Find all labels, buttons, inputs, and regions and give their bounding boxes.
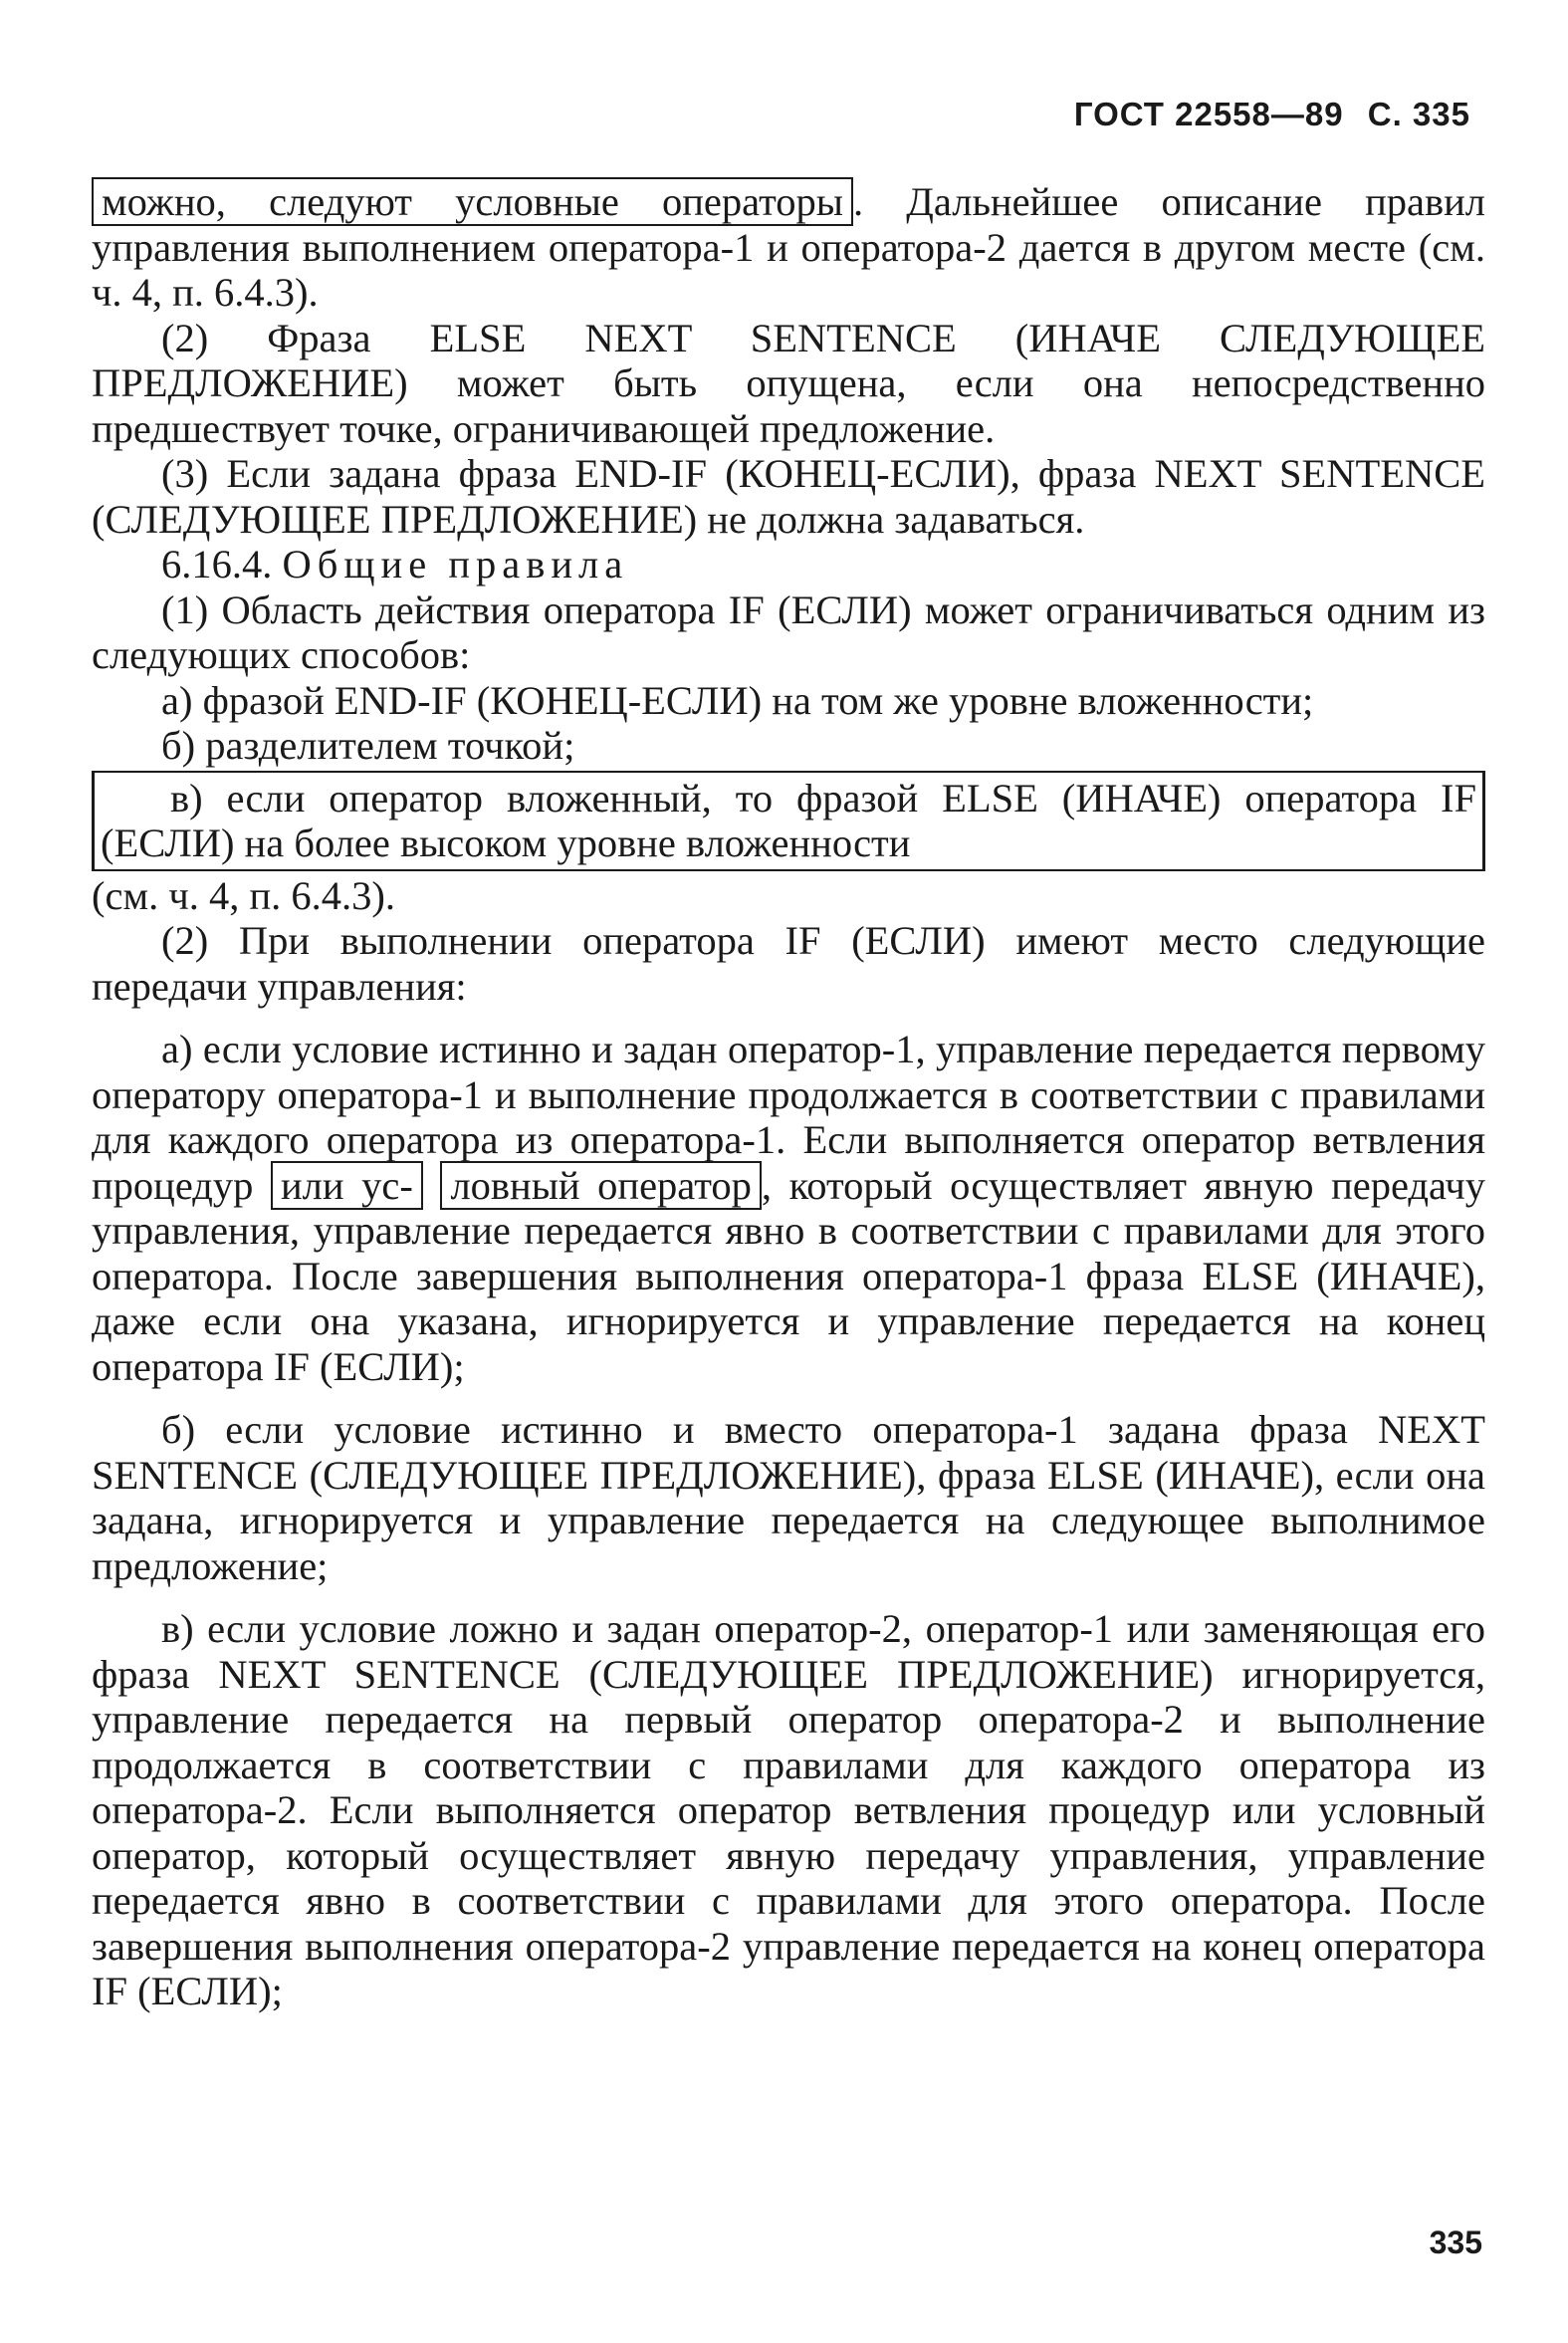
list-item-v-reference: (см. ч. 4, п. 6.4.3).: [92, 872, 395, 918]
control-transfer-v: в) если условие ложно и задан оператор-2, оператор-1 или заменяющая его фраза NEXT SENTENCE (СЛЕДУЮЩЕЕ ПРЕДЛОЖЕНИЕ) игнорируется, управление передается на первый оператор оператора-2 и выполнение продолжается в соответствии с правилами для каждого оператора из оператора-2. Если выполняется оператор ветвления процедур или условный оператор, который осуществляет явную передачу управления, управление передается явно в соответствии с правилами для этого оператора. После завершения выполнения оператора-2 управление передается на конец оператора IF (ЕСЛИ);: [92, 1606, 1485, 2013]
paragraph-continuation: [92, 179, 1485, 316]
paragraph-text: . Дальнейшее описание правил управления выполнением оператора-1 и оператора-2 дается в другом месте (см. ч. 4, п. 6.4.3).: [92, 179, 1485, 315]
list-item-a: а) фразой END-IF (КОНЕЦ-ЕСЛИ) на том же уровне вложенности;: [161, 677, 1314, 723]
revision-box-item-v: в) если оператор вложенный, то фразой ELSE (ИНАЧЕ) оператора IF (ЕСЛИ) на более высоком уровне вложенности: [92, 771, 1485, 871]
section-title: Общие правила: [282, 542, 629, 586]
section-heading: [92, 542, 1485, 587]
paragraph-text: , который осуществляет явную передачу управления, управление передается явно в соответствии с правилами для этого оператора. После завершения выполнения оператора-1 фраза ELSE (ИНАЧЕ), даже если она указана, игнорируется и управление передается на конец оператора IF (ЕСЛИ);: [92, 1162, 1485, 1389]
header-page-label: С. 335: [1367, 96, 1470, 132]
revision-box: или ус-: [271, 1161, 423, 1210]
revision-box: ловный оператор: [440, 1161, 761, 1210]
document-body: [92, 179, 1485, 2014]
control-transfer-a: [92, 1027, 1485, 1389]
revision-box: можно, следуют условные операторы: [92, 177, 853, 226]
page-number: 335: [1429, 2225, 1482, 2260]
paragraph-general-2: (2) При выполнении оператора IF (ЕСЛИ) имеют место следующие передачи управления:: [92, 918, 1485, 1009]
paragraph-rule-2: (2) Фраза ELSE NEXT SENTENCE (ИНАЧЕ СЛЕДУЮЩЕЕ ПРЕДЛОЖЕНИЕ) может быть опущена, если она непосредственно предшествует точке, ограничивающей предложение.: [92, 315, 1485, 451]
paragraph-general-1: (1) Область действия оператора IF (ЕСЛИ) может ограничиваться одним из следующих способов:: [92, 586, 1485, 677]
section-number: 6.16.4.: [161, 542, 273, 586]
page-header: [1074, 96, 1470, 133]
paragraph-text: а) если условие истинно и задан оператор-1, управление передается первому оператору оператора-1 и выполнение продолжается в соответствии с правилами для каждого оператора из оператора-1. Если выполняется оператор ветвления процедур: [92, 1027, 1485, 1208]
standard-designation: ГОСТ 22558—89: [1073, 96, 1344, 132]
list-item-b: б) разделителем точкой;: [161, 723, 575, 768]
control-transfer-b: б) если условие истинно и вместо оператора-1 задана фраза NEXT SENTENCE (СЛЕДУЮЩЕЕ ПРЕДЛОЖЕНИЕ), фраза ELSE (ИНАЧЕ), если она задана, игнорируется и управление передается на следующее выполнимое предложение;: [92, 1407, 1485, 1588]
paragraph-rule-3: (3) Если задана фраза END-IF (КОНЕЦ-ЕСЛИ), фраза NEXT SENTENCE (СЛЕДУЮЩЕЕ ПРЕДЛОЖЕНИЕ) не должна задаваться.: [92, 451, 1485, 542]
